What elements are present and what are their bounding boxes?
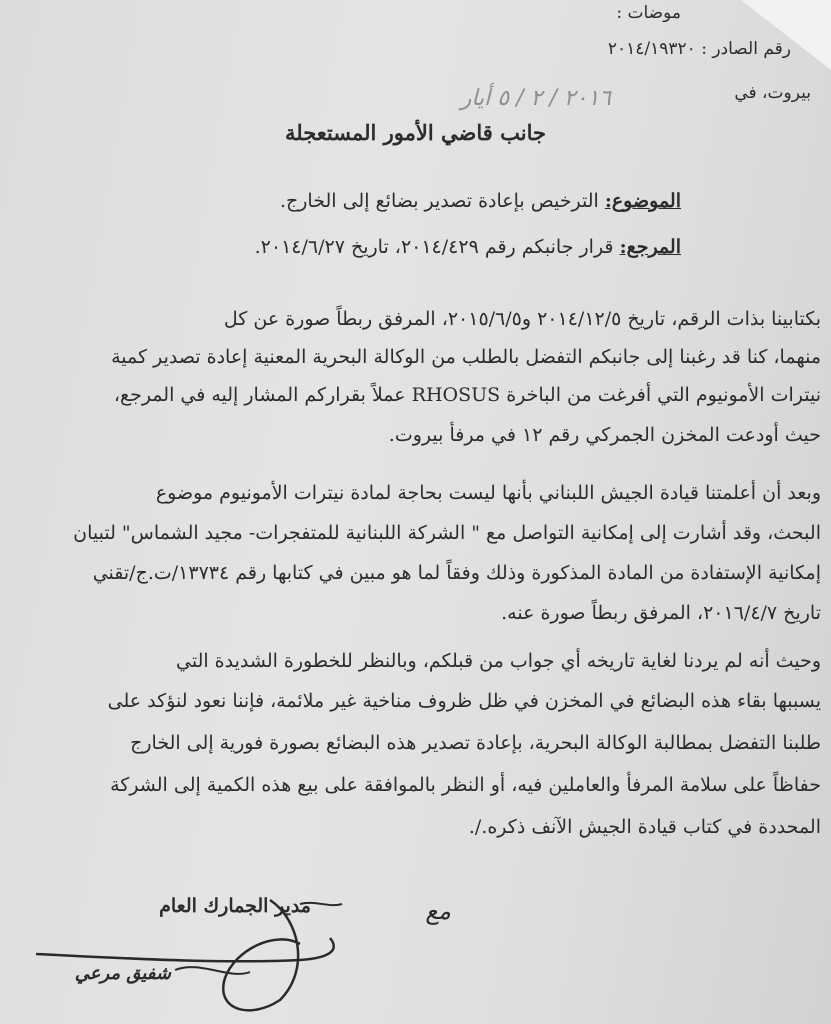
body-line: بكتابينا بذات الرقم، تاريخ ٢٠١٤/١٢/٥ و٢٠١٥/٦/٥، المرفق ربطاً صورة عن كل xyxy=(223,308,821,330)
body-line: يسببها بقاء هذه البضائع في المخزن في ظل ظروف مناخية غير ملائمة، فإننا نعود لنؤكد على xyxy=(107,690,821,712)
page-title: جانب قاضي الأمور المستعجلة xyxy=(285,120,546,145)
body-line: حفاظاً على سلامة المرفأ والعاملين فيه، أو النظر بالموافقة على بيع هذه الكمية إلى الشركة xyxy=(110,774,821,796)
body-line: إمكانية الإستفادة من المادة المذكورة وذلك وفقاً لما هو مبين في كتابها رقم ١٣٧٣٤/ت.ج/تقني xyxy=(92,562,821,584)
body-line: حيث أودعت المخزن الجمركي رقم ١٢ في مرفأ بيروت. xyxy=(388,424,821,446)
body-line: طلبنا التفضل بمطالبة الوكالة البحرية، بإعادة تصدير هذه البضائع بصورة فورية إلى الخارج xyxy=(130,732,821,754)
subject-line xyxy=(280,188,681,214)
reference-text: قرار جانبكم رقم ٢٠١٤/٤٢٩، تاريخ ٢٠١٤/٦/٢٧. xyxy=(254,236,614,258)
body-line: البحث، وقد أشارت إلى إمكانية التواصل مع " الشركة اللبنانية للمتفجرات- مجيد الشماس" لتبيان xyxy=(73,522,821,544)
signatory-name: شفيق مرعي xyxy=(74,963,171,984)
reference-label: المرجع: xyxy=(619,236,681,258)
reference-line xyxy=(255,234,681,260)
place-date-prefix: بيروت، في xyxy=(734,83,811,103)
body-line: تاريخ ٢٠١٦/٤/٧، المرفق ربطاً صورة عنه. xyxy=(501,602,821,624)
body-line: وبعد أن أعلمتنا قيادة الجيش اللبناني بأنها ليست بحاجة لمادة نيترات الأمونيوم موضوع xyxy=(155,482,821,504)
handwritten-date: ٢٠١٦ / ٢ / ٥ أيار xyxy=(460,86,611,111)
body-line: نيترات الأمونيوم التي أفرغت من الباخرة RHOSUS عملاً بقراركم المشار إليه في المرجع، xyxy=(113,384,821,406)
body-line: منهما، كنا قد رغبنا إلى جانبكم التفضل بالطلب من الوكالة البحرية المعنية إعادة تصدير كمية xyxy=(111,346,821,368)
subject-label: الموضوع: xyxy=(604,190,681,212)
subject-count-label: موضات : xyxy=(616,3,681,23)
body-line: المحددة في كتاب قيادة الجيش الآنف ذكره./. xyxy=(468,816,821,838)
subject-text: الترخيص بإعادة تصدير بضائع إلى الخارج. xyxy=(279,190,599,212)
handwritten-initial: مع xyxy=(425,897,451,925)
signatory-title: مدير الجمارك العام xyxy=(159,895,311,917)
outgoing-reference-number: رقم الصادر : ٢٠١٤/١٩٣٢٠ xyxy=(607,39,791,59)
handwritten-signature-icon xyxy=(0,860,831,1024)
body-line: وحيث أنه لم يردنا لغاية تاريخه أي جواب من قبلكم، وبالنظر للخطورة الشديدة التي xyxy=(176,650,821,672)
